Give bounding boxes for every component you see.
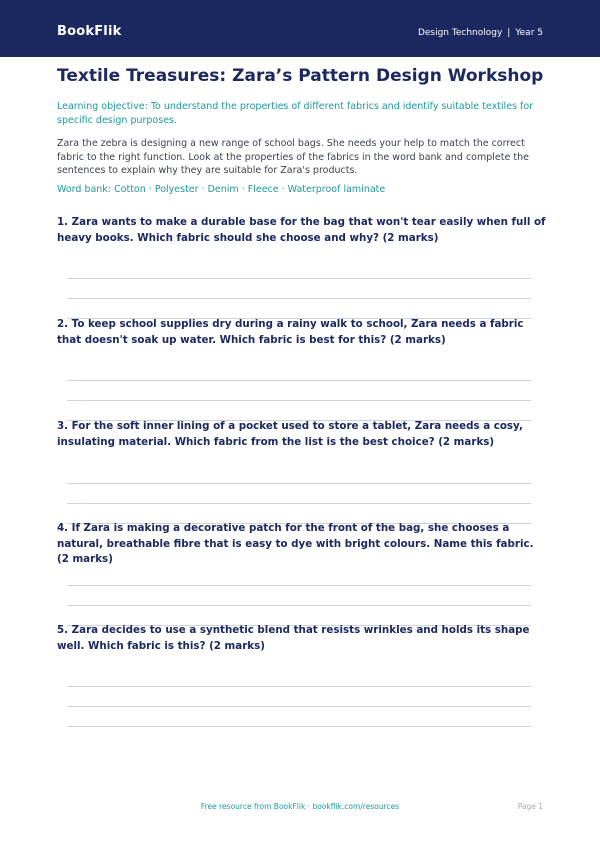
answer-line[interactable] — [67, 278, 531, 279]
subject-year-label — [418, 28, 543, 38]
brand-logo-text: BookFlik — [57, 24, 122, 39]
answer-line[interactable] — [67, 726, 531, 727]
answer-line[interactable] — [67, 380, 531, 381]
question-4: 4. If Zara is making a decorative patch for the front of the bag, she chooses a natural, breathable fibre that is easy to dye with bright colours. Name this fabric. (2 marks) — [57, 522, 534, 565]
footer-resource-link[interactable]: Free resource from BookFlik · bookflik.com/resources — [200, 802, 400, 811]
answer-line[interactable] — [67, 706, 531, 707]
question-2: 2. To keep school supplies dry during a rainy walk to school, Zara needs a fabric that doesn't soak up water. Which fabric is best for this? (2 marks) — [57, 318, 524, 346]
answer-line[interactable] — [67, 686, 531, 687]
answer-line[interactable] — [67, 605, 531, 606]
year-label: Year 5 — [515, 28, 543, 38]
answer-line[interactable] — [67, 483, 531, 484]
word-bank: Word bank: Cotton · Polyester · Denim · Fleece · Waterproof laminate — [57, 184, 386, 195]
page-number: Page 1 — [517, 802, 543, 811]
answer-line[interactable] — [67, 298, 531, 299]
header-separator: | — [507, 28, 511, 38]
answer-line[interactable] — [67, 585, 531, 586]
answer-line[interactable] — [67, 400, 531, 401]
answer-line[interactable] — [67, 503, 531, 504]
intro-paragraph: Zara the zebra is designing a new range of school bags. She needs your help to match the correct fabric to the right function. Look at the properties of the fabrics in the word bank and complete the sentences to explain why they are suitable for Zara's products. — [57, 138, 529, 176]
page-header — [0, 0, 600, 57]
subject-label: Design Technology — [417, 28, 503, 38]
worksheet-title: Textile Treasures: Zara’s Pattern Design Workshop — [57, 66, 544, 86]
question-3: 3. For the soft inner lining of a pocket used to store a tablet, Zara needs a cosy, insulating material. Which fabric from the list is the best choice? (2 marks) — [57, 420, 523, 448]
question-5: 5. Zara decides to use a synthetic blend that resists wrinkles and holds its shape well. Which fabric is this? (2 marks) — [57, 624, 530, 652]
question-1: 1. Zara wants to make a durable base for the bag that won't tear easily when full of heavy books. Which fabric should she choose and why? (2 marks) — [57, 216, 546, 244]
learning-objective: Learning objective: To understand the properties of different fabrics and identify suitable textiles for specific design purposes. — [57, 101, 534, 126]
